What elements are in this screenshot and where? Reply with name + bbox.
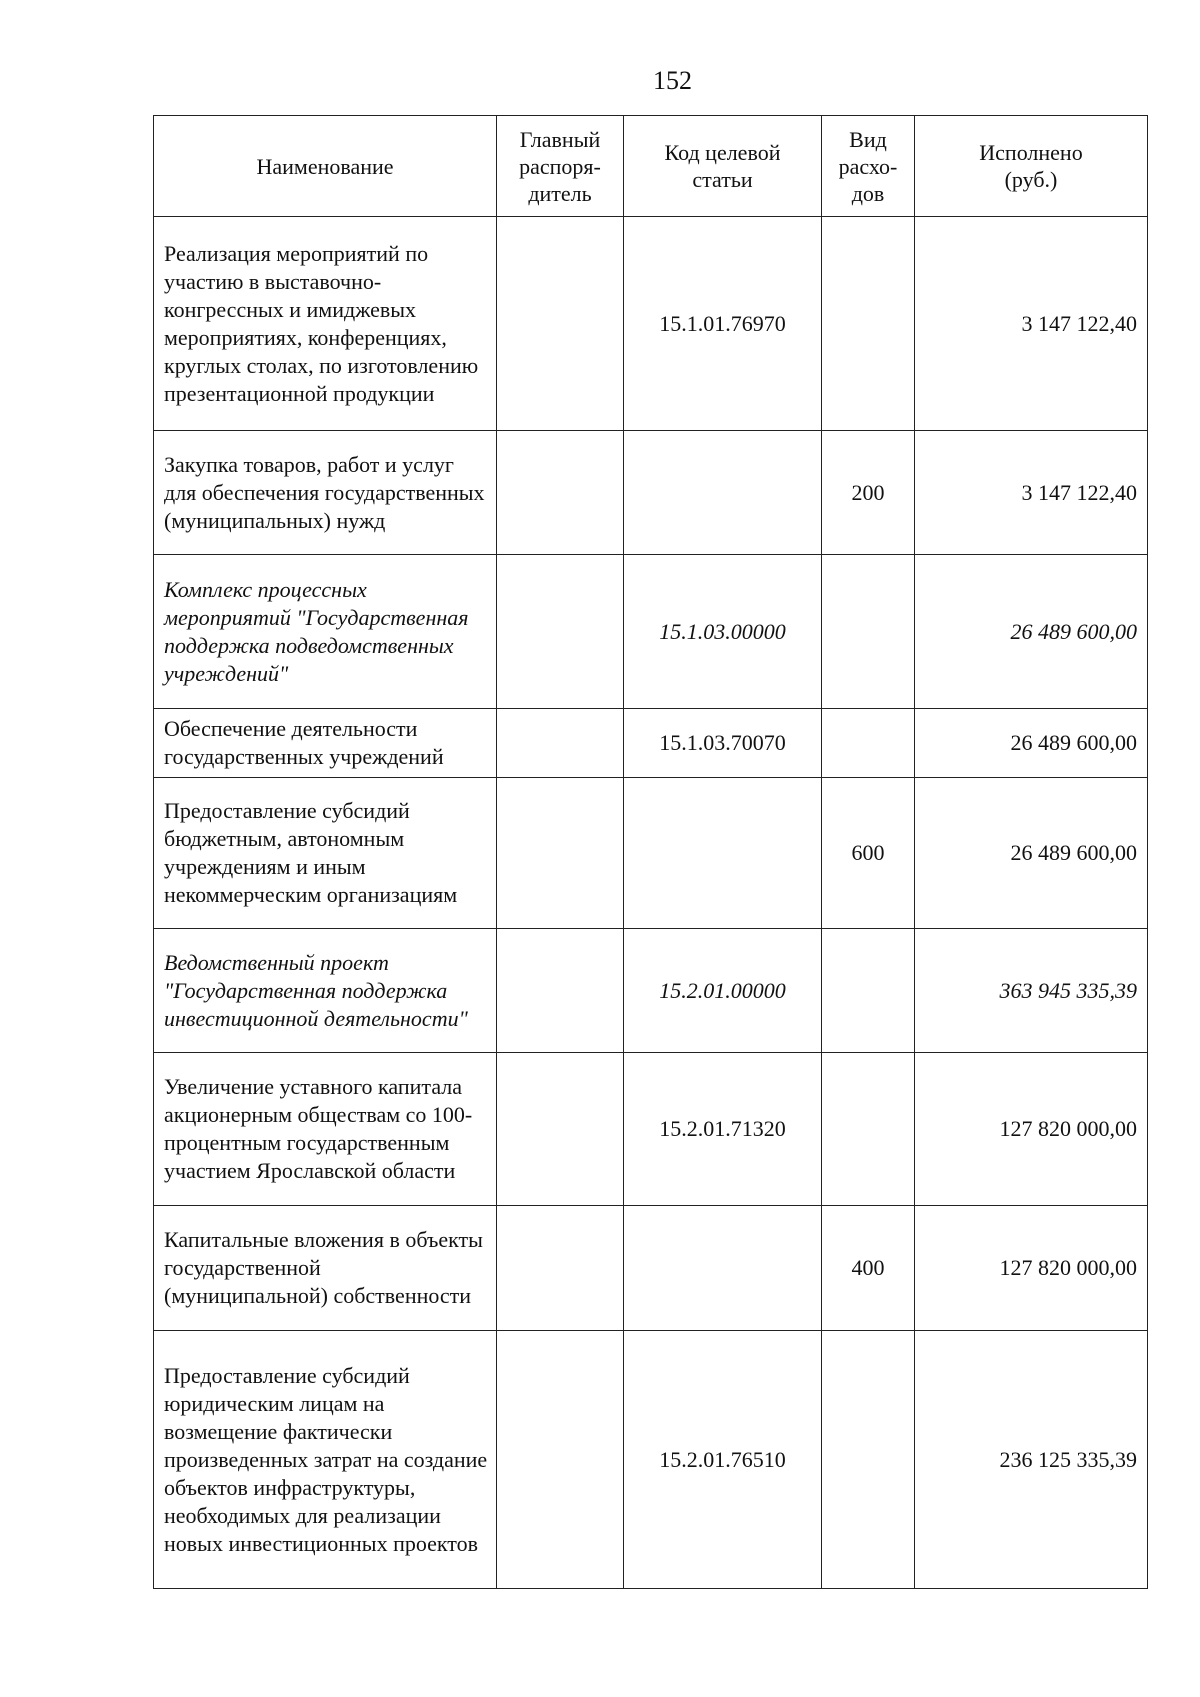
table-row (154, 1206, 1148, 1331)
table-row (154, 709, 1148, 778)
row-name: Капитальные вложения в объекты государственной (муниципальной) собственности (154, 1206, 497, 1331)
row-code: 15.1.03.70070 (624, 709, 822, 778)
row-name: Предоставление субсидий бюджетным, автономным учреждениям и иным некоммерческим организациям (154, 778, 497, 929)
page-number: 152 (653, 66, 692, 95)
row-glav (497, 778, 624, 929)
row-isp: 363 945 335,39 (915, 929, 1148, 1053)
table-row (154, 778, 1148, 929)
header-glav: Главный распоря- дитель (497, 116, 624, 217)
table-row (154, 431, 1148, 555)
row-isp: 26 489 600,00 (915, 778, 1148, 929)
row-vid (822, 929, 915, 1053)
row-vid (822, 1331, 915, 1589)
row-glav (497, 929, 624, 1053)
row-isp: 26 489 600,00 (915, 709, 1148, 778)
row-name: Комплекс процессных мероприятий "Государственная поддержка подведомственных учреждений" (154, 555, 497, 709)
table-body (154, 217, 1148, 1589)
row-code: 15.1.01.76970 (624, 217, 822, 431)
row-name: Реализация мероприятий по участию в выставочно-конгрессных и имиджевых мероприятиях, конференциях, круглых столах, по изготовлению презентационной продукции (154, 217, 497, 431)
table-row (154, 929, 1148, 1053)
header-code: Код целевой статьи (624, 116, 822, 217)
budget-table (153, 115, 1148, 1589)
row-code (624, 778, 822, 929)
row-glav (497, 217, 624, 431)
table-row (154, 1331, 1148, 1589)
row-code (624, 1206, 822, 1331)
table-row (154, 555, 1148, 709)
table-row (154, 217, 1148, 431)
row-code: 15.2.01.71320 (624, 1053, 822, 1206)
row-vid: 600 (822, 778, 915, 929)
row-glav (497, 1053, 624, 1206)
row-code: 15.2.01.00000 (624, 929, 822, 1053)
row-glav (497, 1331, 624, 1589)
row-vid: 400 (822, 1206, 915, 1331)
row-name: Обеспечение деятельности государственных учреждений (154, 709, 497, 778)
row-glav (497, 431, 624, 555)
table-row (154, 1053, 1148, 1206)
row-name: Закупка товаров, работ и услуг для обеспечения государственных (муниципальных) нужд (154, 431, 497, 555)
row-vid (822, 555, 915, 709)
row-isp: 3 147 122,40 (915, 431, 1148, 555)
header-name: Наименование (154, 116, 497, 217)
row-isp: 127 820 000,00 (915, 1206, 1148, 1331)
row-glav (497, 709, 624, 778)
row-vid: 200 (822, 431, 915, 555)
header-vid: Вид расхо- дов (822, 116, 915, 217)
row-isp: 127 820 000,00 (915, 1053, 1148, 1206)
row-vid (822, 1053, 915, 1206)
header-isp: Исполнено (руб.) (915, 116, 1148, 217)
row-glav (497, 1206, 624, 1331)
row-isp: 3 147 122,40 (915, 217, 1148, 431)
row-isp: 236 125 335,39 (915, 1331, 1148, 1589)
row-vid (822, 709, 915, 778)
row-code: 15.1.03.00000 (624, 555, 822, 709)
row-glav (497, 555, 624, 709)
budget-table-container (153, 115, 1147, 1589)
table-header-row (154, 116, 1148, 217)
row-code (624, 431, 822, 555)
row-vid (822, 217, 915, 431)
row-name: Увеличение уставного капитала акционерным обществам со 100-процентным государственным участием Ярославской области (154, 1053, 497, 1206)
row-isp: 26 489 600,00 (915, 555, 1148, 709)
row-code: 15.2.01.76510 (624, 1331, 822, 1589)
row-name: Предоставление субсидий юридическим лицам на возмещение фактически произведенных затрат на создание объектов инфраструктуры, необходимых для реализации новых инвестиционных проектов (154, 1331, 497, 1589)
row-name: Ведомственный проект "Государственная поддержка инвестиционной деятельности" (154, 929, 497, 1053)
